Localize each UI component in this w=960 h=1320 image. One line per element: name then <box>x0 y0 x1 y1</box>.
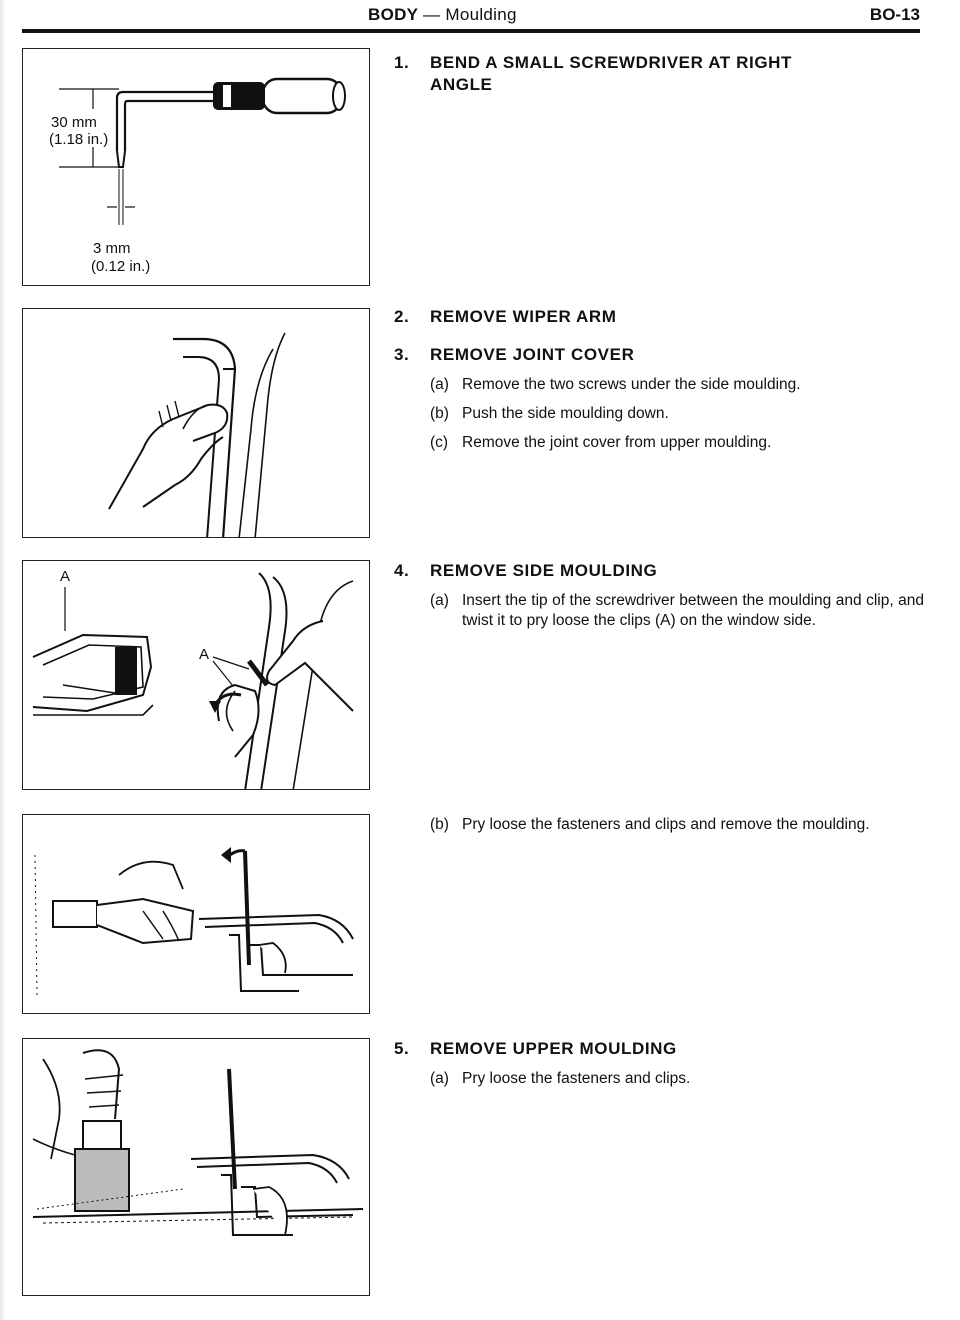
header-rule <box>22 29 920 33</box>
sub-item-letter: (a) <box>430 592 449 609</box>
sub-item-text: Pry loose the fasteners and clips. <box>462 1070 691 1087</box>
step-number: 1. <box>394 53 410 72</box>
figure-upper-moulding <box>22 1038 370 1296</box>
sub-item <box>430 433 924 453</box>
step-5-heading <box>394 1038 924 1060</box>
step-1 <box>394 52 924 96</box>
scan-edge <box>0 0 6 1320</box>
step-title-line-2: ANGLE <box>430 75 493 94</box>
screwdriver-illustration <box>23 49 370 286</box>
sub-item-text: Remove the joint cover from upper moulding. <box>462 434 772 451</box>
section-subtitle: — Moulding <box>423 5 517 24</box>
step-title: REMOVE UPPER MOULDING <box>430 1039 677 1058</box>
dim-tip-mm: 3 mm <box>93 240 131 257</box>
label-a-right: A <box>199 646 210 663</box>
sub-item-letter: (a) <box>430 1070 449 1087</box>
step-title <box>430 52 792 96</box>
sub-item-text: Push the side moulding down. <box>462 405 669 422</box>
step-2 <box>394 306 924 328</box>
page-header <box>0 0 960 40</box>
sub-item-text: Pry loose the fasteners and clips and remove the moulding. <box>462 816 870 833</box>
dim-length-mm: 30 mm <box>51 114 97 131</box>
dim-tip-in: (0.12 in.) <box>91 258 151 275</box>
joint-cover-illustration <box>23 309 370 538</box>
sub-item-text: Insert the tip of the screwdriver between the moulding and clip, and twist it to pry loose the clips (A) on the window side. <box>462 592 924 629</box>
step-number: 3. <box>394 345 410 364</box>
step-4 <box>394 560 924 631</box>
pry-fasteners-illustration <box>23 815 370 1014</box>
step-5 <box>394 1038 924 1089</box>
figure-pry-fasteners <box>22 814 370 1014</box>
sub-item <box>430 1069 924 1089</box>
sub-item <box>430 591 924 631</box>
sub-item-text: Remove the two screws under the side moulding. <box>462 376 801 393</box>
upper-moulding-illustration <box>23 1039 370 1296</box>
figure-side-moulding <box>22 560 370 790</box>
page-code: BO-13 <box>869 5 920 24</box>
sub-item <box>430 815 924 835</box>
section-title: BODY <box>368 5 419 24</box>
step-number: 2. <box>394 307 410 326</box>
step-3-heading <box>394 344 924 366</box>
step-4b <box>394 806 924 835</box>
dim-length-in: (1.18 in.) <box>49 131 109 148</box>
sub-item-letter: (b) <box>430 405 449 422</box>
sub-item-letter: (a) <box>430 376 449 393</box>
sub-item-letter: (c) <box>430 434 449 451</box>
figure-bent-screwdriver <box>22 48 370 286</box>
figure-joint-cover <box>22 308 370 538</box>
step-3 <box>394 344 924 453</box>
sub-item-letter: (b) <box>430 816 449 833</box>
label-a-top: A <box>60 568 71 585</box>
step-title-line-1: BEND A SMALL SCREWDRIVER AT RIGHT <box>430 53 792 72</box>
sub-item <box>430 375 924 395</box>
page-title <box>368 5 517 25</box>
step-number: 4. <box>394 561 410 580</box>
step-number: 5. <box>394 1039 410 1058</box>
step-1-heading <box>394 52 924 96</box>
step-2-heading <box>394 306 924 328</box>
step-title: REMOVE WIPER ARM <box>430 307 617 326</box>
step-title: REMOVE JOINT COVER <box>430 345 635 364</box>
sub-item <box>430 404 924 424</box>
step-4-heading <box>394 560 924 582</box>
side-moulding-illustration <box>23 561 370 790</box>
step-title: REMOVE SIDE MOULDING <box>430 561 658 580</box>
